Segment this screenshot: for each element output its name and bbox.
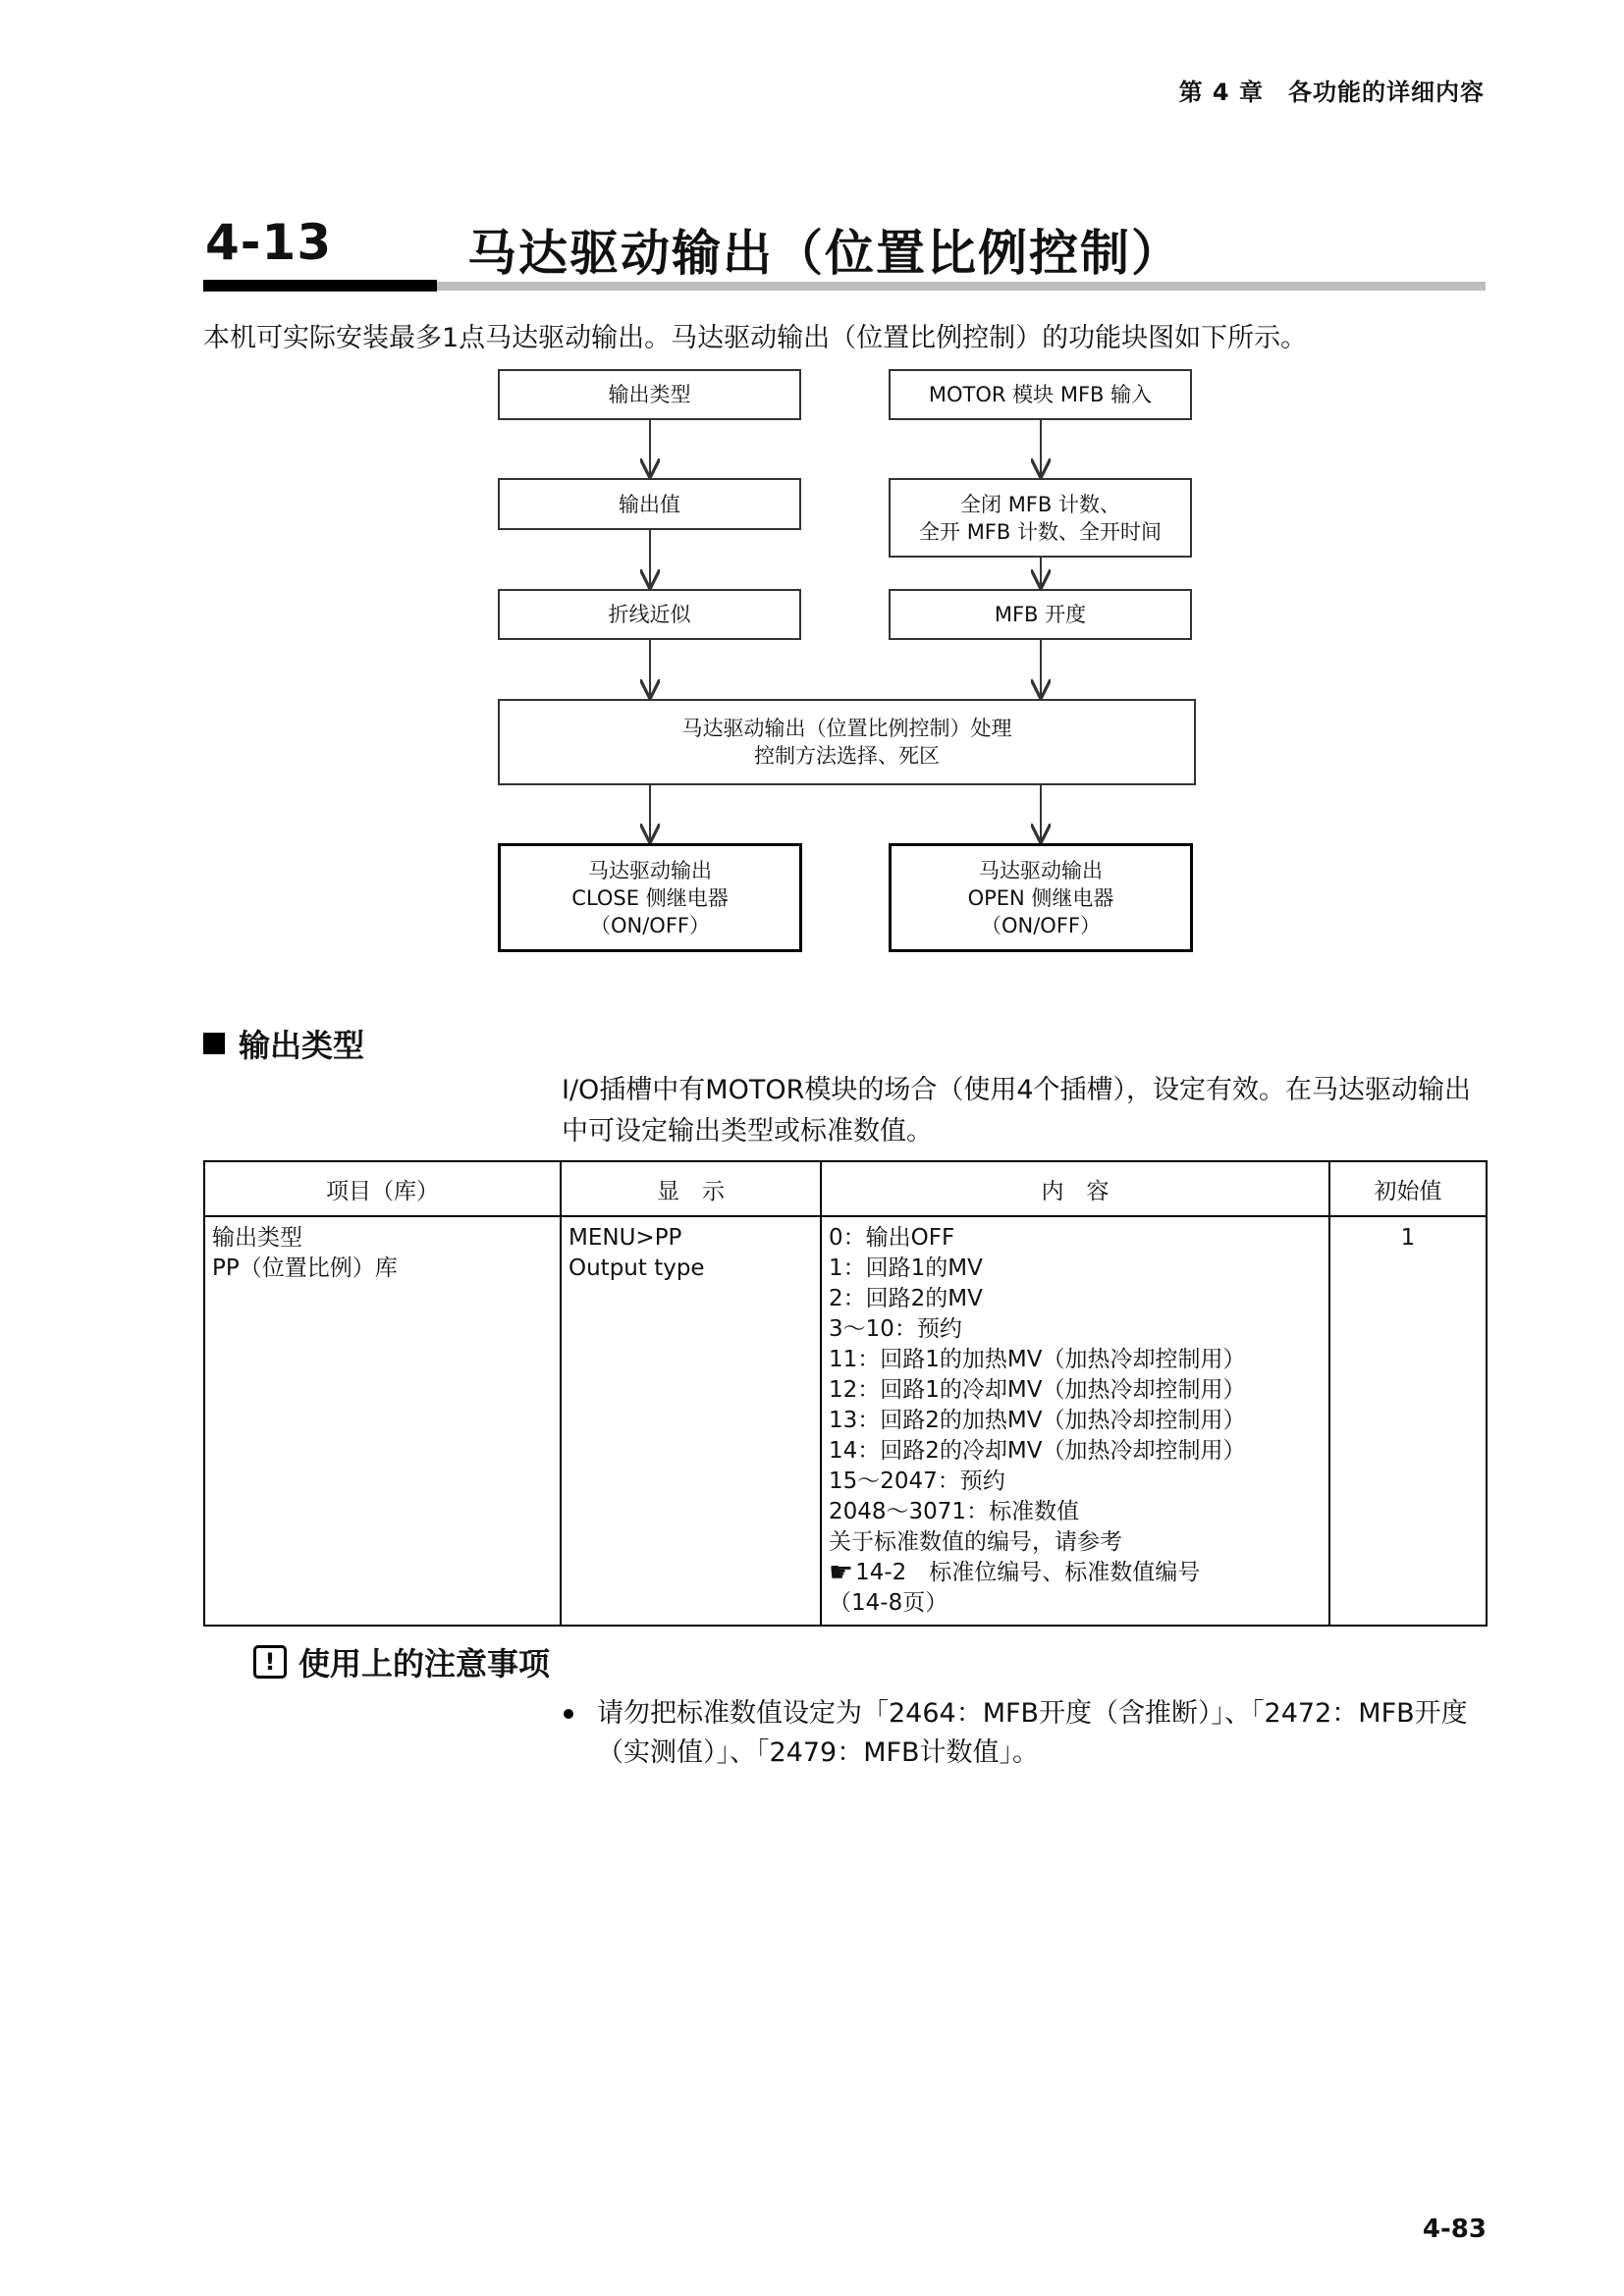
item-bank: PP（位置比例）库 — [212, 1255, 398, 1281]
box-output-type: 输出类型 — [498, 369, 801, 420]
content-line: 关于标准数值的编号，请参考 — [829, 1529, 1122, 1555]
caution-title: 使用上的注意事项 — [298, 1645, 551, 1682]
cell-display — [561, 1216, 821, 1626]
content-line: 12：回路1的冷却MV（加热冷却控制用） — [829, 1377, 1246, 1403]
box-open-relay: 马达驱动输出 OPEN 侧继电器 （ON/OFF） — [889, 843, 1193, 952]
subsection-description: I/O插槽中有MOTOR模块的场合（使用4个插槽），设定有效。在马达驱动输出中可设定输出类型或标准数值。 — [562, 1075, 1472, 1147]
content-line: 11：回路1的加热MV（加热冷却控制用） — [829, 1347, 1246, 1372]
table-row — [204, 1216, 1487, 1626]
header-item: 项目（库） — [204, 1161, 561, 1216]
box-motor-process: 马达驱动输出（位置比例控制）处理 控制方法选择、死区 — [498, 699, 1196, 785]
content-line: 3～10：预约 — [829, 1316, 962, 1342]
box-output-value: 输出值 — [498, 478, 801, 530]
item-name: 输出类型 — [212, 1225, 302, 1251]
header-initial: 初始值 — [1329, 1161, 1487, 1216]
reference-text[interactable]: 14-2 标准位编号、标准数值编号 — [855, 1560, 1201, 1585]
caution-heading — [253, 1639, 550, 1684]
header-content: 内 容 — [821, 1161, 1329, 1216]
bullet-dot-icon — [564, 1709, 573, 1719]
diagram-arrows — [0, 0, 1624, 982]
cell-item — [204, 1216, 561, 1626]
exclamation-icon: ! — [253, 1645, 287, 1679]
intro-text: 本机可实际安装最多1点马达驱动输出。马达驱动输出（位置比例控制）的功能块图如下所示。 — [203, 323, 1308, 353]
cell-initial: 1 — [1329, 1216, 1487, 1626]
content-line: 13：回路2的加热MV（加热冷却控制用） — [829, 1408, 1246, 1433]
content-reference-page: （14-8页） — [829, 1590, 948, 1616]
parameter-table — [203, 1160, 1488, 1627]
chapter-header: 第 4 章 各功能的详细内容 — [1178, 79, 1485, 106]
caution-bullet — [558, 1694, 1486, 1773]
square-bullet-icon — [203, 1033, 225, 1054]
table-header-row — [204, 1161, 1487, 1216]
display-label: Output type — [568, 1255, 705, 1281]
section-title: 马达驱动输出（位置比例控制） — [467, 225, 1182, 282]
box-polyline-approx: 折线近似 — [498, 589, 801, 640]
caution-text: 请勿把标准数值设定为「2464：MFB开度（含推断）」、「2472：MFB开度（实测值）」、「2479：MFB计数值」。 — [597, 1698, 1468, 1768]
header-display: 显 示 — [561, 1161, 821, 1216]
content-line: 0：输出OFF — [829, 1225, 955, 1251]
box-motor-mfb-input: MOTOR 模块 MFB 输入 — [889, 369, 1192, 420]
subsection-heading — [203, 1021, 364, 1066]
box-mfb-opening: MFB 开度 — [889, 589, 1192, 640]
content-line: 15～2047：预约 — [829, 1468, 1005, 1494]
page-number: 4-83 — [1422, 2215, 1487, 2244]
content-line: 2：回路2的MV — [829, 1286, 983, 1311]
content-reference — [829, 1558, 1322, 1588]
cell-content — [821, 1216, 1329, 1626]
subsection-title: 输出类型 — [239, 1027, 365, 1064]
box-mfb-count: 全闭 MFB 计数、 全开 MFB 计数、全开时间 — [889, 478, 1192, 558]
display-menu: MENU>PP — [568, 1225, 682, 1251]
content-line: 1：回路1的MV — [829, 1255, 983, 1281]
content-line: 14：回路2的冷却MV（加热冷却控制用） — [829, 1438, 1246, 1464]
box-close-relay: 马达驱动输出 CLOSE 侧继电器 （ON/OFF） — [498, 843, 802, 952]
section-number: 4-13 — [205, 214, 333, 271]
content-line: 2048～3071：标准数值 — [829, 1499, 1080, 1524]
pointing-hand-icon: ☛ — [829, 1556, 854, 1588]
